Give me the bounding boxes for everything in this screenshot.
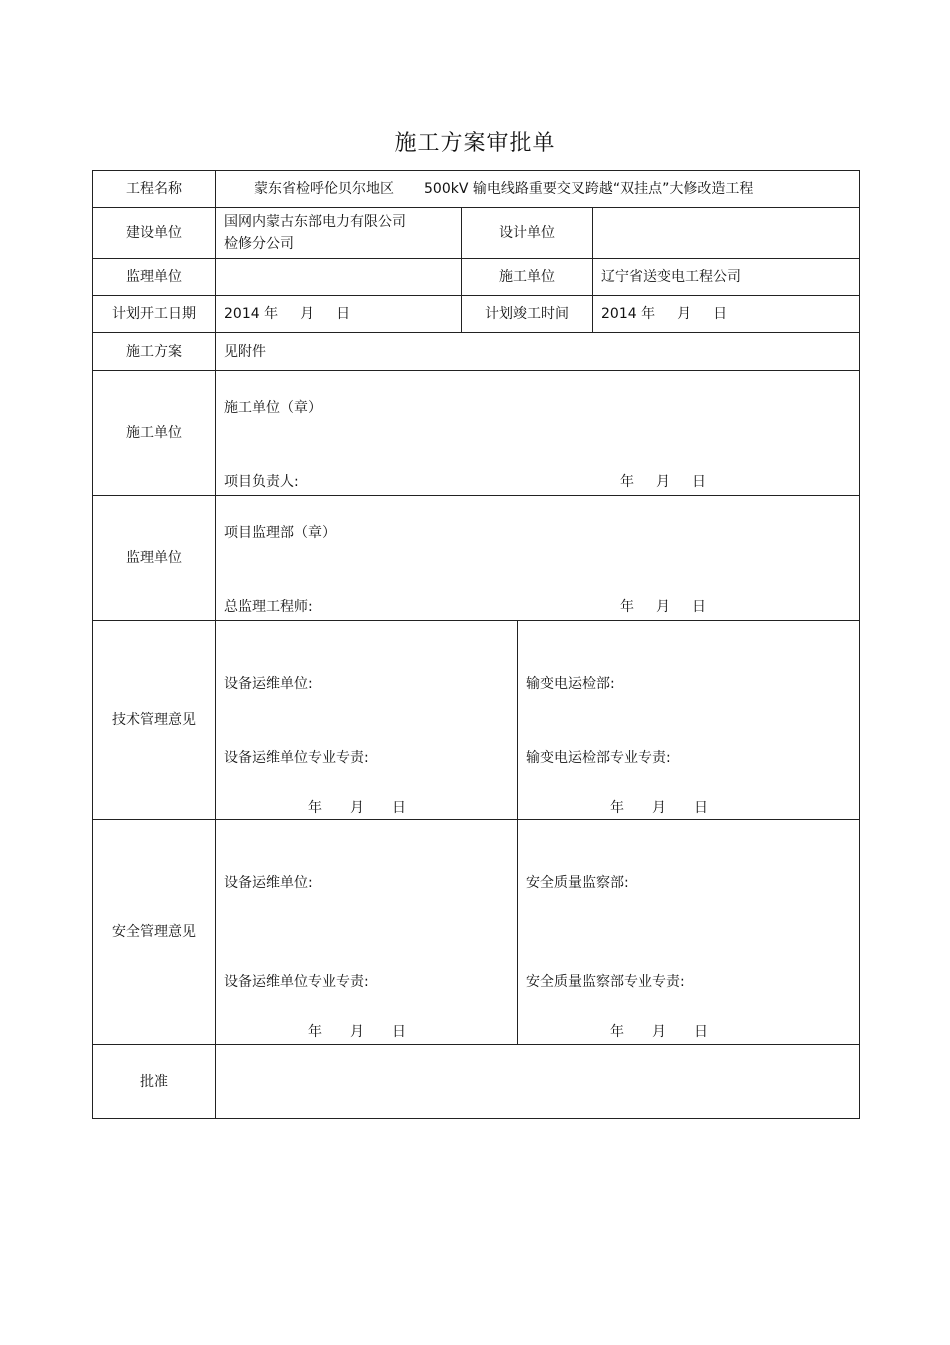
row-plan (93, 333, 860, 371)
construction-year: 年 (620, 474, 634, 490)
tech-right-area[interactable] (518, 621, 860, 820)
construction-month: 月 (656, 474, 670, 490)
tech-left-day: 日 (392, 800, 406, 816)
builder-line1: 国网内蒙古东部电力有限公司 (224, 214, 406, 230)
tech-left-unit: 设备运维单位: (224, 676, 313, 692)
supervisor-person: 总监理工程师: (224, 599, 313, 615)
page-title: 施工方案审批单 (394, 131, 556, 156)
safety-right-day: 日 (694, 1024, 708, 1040)
supervisor-sign-date (620, 596, 706, 618)
safety-right-person: 安全质量监察部专业专责: (526, 974, 685, 990)
supervisor-sign-label: 监理单位 (93, 496, 216, 621)
row-construction-sign (93, 371, 860, 496)
safety-right-date (610, 1021, 708, 1043)
design-value[interactable] (593, 208, 860, 259)
safety-left-date (308, 1021, 406, 1043)
supervisor-stamp: 项目监理部（章） (224, 525, 336, 541)
supervisor-year: 年 (620, 599, 634, 615)
start-date-label: 计划开工日期 (93, 296, 216, 333)
tech-right-person: 输变电运检部专业专责: (526, 750, 671, 766)
plan-label: 施工方案 (93, 333, 216, 371)
safety-right-year: 年 (610, 1024, 624, 1040)
row-tech-opinion (93, 621, 860, 820)
construction-unit-value[interactable]: 辽宁省送变电工程公司 (593, 259, 860, 296)
tech-right-unit: 输变电运检部: (526, 676, 615, 692)
supervisor-sign-area[interactable] (216, 496, 860, 621)
tech-left-year: 年 (308, 800, 322, 816)
construction-day: 日 (692, 474, 706, 490)
safety-left-day: 日 (392, 1024, 406, 1040)
project-name-part1: 蒙东省检呼伦贝尔地区 (254, 181, 394, 197)
construction-unit-label: 施工单位 (462, 259, 593, 296)
tech-right-year: 年 (610, 800, 624, 816)
row-approve (93, 1045, 860, 1119)
row-builder (93, 208, 860, 259)
safety-left-month: 月 (350, 1024, 364, 1040)
construction-sign-area[interactable] (216, 371, 860, 496)
project-name-value[interactable] (216, 171, 860, 208)
supervisor-day: 日 (692, 599, 706, 615)
tech-right-date (610, 797, 708, 819)
approve-value[interactable] (216, 1045, 860, 1119)
row-safety-opinion (93, 820, 860, 1045)
start-month: 月 (300, 306, 315, 322)
tech-left-date (308, 797, 406, 819)
end-year: 2014 年 (601, 306, 656, 322)
row-project-name (93, 171, 860, 208)
tech-opinion-label: 技术管理意见 (93, 621, 216, 820)
start-date-value[interactable] (216, 296, 462, 333)
safety-left-person: 设备运维单位专业专责: (224, 974, 369, 990)
end-date-label: 计划竣工时间 (462, 296, 593, 333)
end-month: 月 (677, 306, 692, 322)
safety-left-year: 年 (308, 1024, 322, 1040)
safety-opinion-label: 安全管理意见 (93, 820, 216, 1045)
end-date-value[interactable] (593, 296, 860, 333)
construction-person: 项目负责人: (224, 474, 299, 490)
approval-form (92, 170, 860, 1119)
approve-label: 批准 (93, 1045, 216, 1119)
row-supervisor (93, 259, 860, 296)
supervisor-month: 月 (656, 599, 670, 615)
safety-right-unit: 安全质量监察部: (526, 875, 629, 891)
safety-right-month: 月 (652, 1024, 666, 1040)
plan-value[interactable]: 见附件 (216, 333, 860, 371)
construction-stamp: 施工单位（章） (224, 400, 322, 416)
builder-value[interactable] (216, 208, 462, 259)
safety-right-area[interactable] (518, 820, 860, 1045)
start-day: 日 (336, 306, 351, 322)
tech-right-month: 月 (652, 800, 666, 816)
end-day: 日 (713, 306, 728, 322)
tech-left-person: 设备运维单位专业专责: (224, 750, 369, 766)
design-label: 设计单位 (462, 208, 593, 259)
builder-line2: 检修分公司 (224, 236, 294, 252)
row-dates (93, 296, 860, 333)
construction-sign-date (620, 471, 706, 493)
builder-label: 建设单位 (93, 208, 216, 259)
project-name-part2: 500kV 输电线路重要交叉跨越“双挂点”大修改造工程 (424, 181, 754, 197)
project-name-label: 工程名称 (93, 171, 216, 208)
tech-left-area[interactable] (216, 621, 518, 820)
safety-left-area[interactable] (216, 820, 518, 1045)
safety-left-unit: 设备运维单位: (224, 875, 313, 891)
row-supervisor-sign (93, 496, 860, 621)
tech-left-month: 月 (350, 800, 364, 816)
supervisor-label: 监理单位 (93, 259, 216, 296)
construction-sign-label: 施工单位 (93, 371, 216, 496)
start-year: 2014 年 (224, 306, 279, 322)
supervisor-value[interactable] (216, 259, 462, 296)
tech-right-day: 日 (694, 800, 708, 816)
